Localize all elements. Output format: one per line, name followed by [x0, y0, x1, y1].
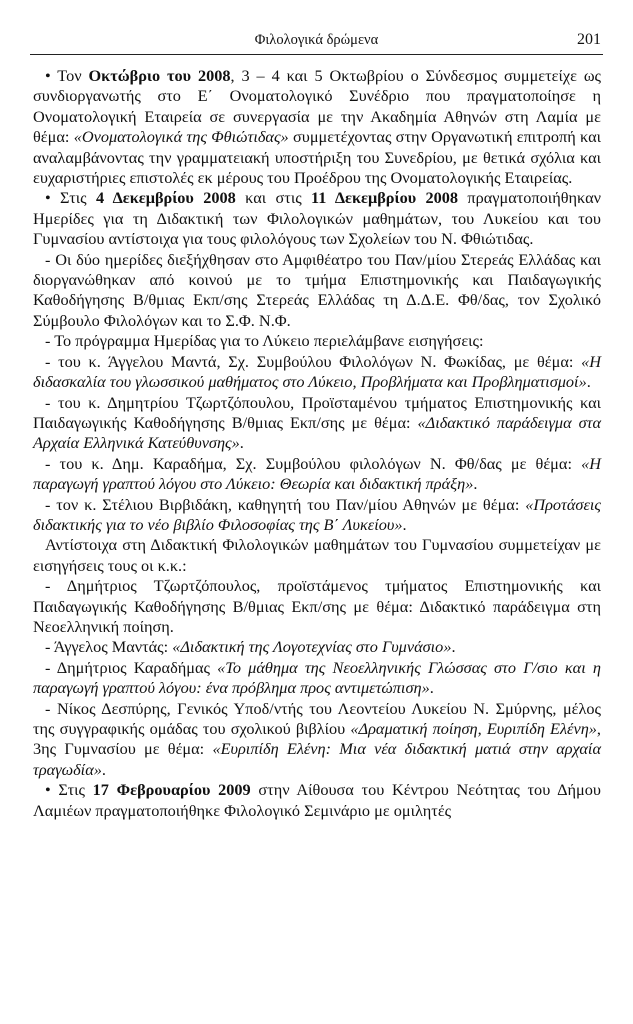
text-run: , 3ης Γυμνασίου με θέμα: — [33, 719, 601, 759]
text-run: - του κ. Άγγελου Μαντά, Σχ. Συμβούλου Φιλολόγων Ν. Φωκίδας, με θέμα: — [45, 351, 582, 371]
text-run: , 3 – 4 και 5 Οκτωβρίου ο Σύνδεσμος συμμετείχε ως συνδιοργανωτής στο Ε΄ Ονοματολογικό Συνέδριο που πραγματοποίησε η Ονοματολογική Εταιρεία σε συνεργασία με την Ακαδημία Αθηνών στη Λαμία με θέμα: — [33, 66, 602, 147]
page-number: 201 — [577, 31, 601, 48]
text-run: . — [239, 433, 244, 453]
text-run: - Άγγελος Μαντάς: — [45, 637, 173, 657]
italic-title: «Προτάσεις διδακτικής για το νέο βιβλίο Φιλοσοφίας της Β΄ Λυκείου» — [33, 494, 601, 534]
paragraph-dec-2008 — [33, 188, 601, 249]
paragraph-talk-virvidakis — [33, 495, 601, 536]
text-run: - Νίκος Δεσπύρης, Γενικός Υποδ/ντής του Λεοντείου Λυκείου Ν. Σμύρνης, μέλος της συγγραφικής ομάδας του σχολικού βιβλίου — [33, 698, 601, 738]
text-run: Αντίστοιχα στη Διδακτική Φιλολογικών μαθημάτων του Γυμνασίου συμμετείχαν με εισηγήσεις τους οι κ.κ.: — [33, 535, 601, 575]
paragraph-venue — [33, 250, 601, 332]
paragraph-gym-tzortzopoulos — [33, 576, 601, 637]
paragraph-gym-despyris — [33, 699, 601, 781]
text-run: . — [429, 678, 434, 698]
running-title: Φιλολογικά δρώμενα — [254, 32, 379, 48]
paragraph-talk-mantas — [33, 352, 601, 393]
text-run: • Τον — [45, 66, 89, 85]
text-run: . — [101, 759, 106, 779]
paragraph-lyceum-intro — [33, 331, 601, 351]
text-run: - Δημήτριος Καραδήμας — [45, 657, 218, 677]
italic-title: «Η διδασκαλία του γλωσσικού μαθήματος στο Λύκειο, Προβλήματα και Προβληματισμοί» — [33, 351, 601, 392]
italic-title: «Το μάθημα της Νεοελληνικής Γλώσσας στο Γ/σιο και η παραγωγή γραπτού λόγου: ένα πρόβλημα προς αντιμετώπιση» — [33, 657, 601, 698]
text-run: και στις — [235, 188, 311, 208]
text-run: - του κ. Δημ. Καραδήμα, Σχ. Συμβούλου φιλολόγων Ν. Φθ/δας με θέμα: — [45, 453, 582, 473]
paragraph-talk-karadimas — [33, 454, 601, 495]
italic-title: «Ευριπίδη Ελένη: Μια νέα διδακτική ματιά στην αρχαία τραγωδία» — [33, 739, 601, 779]
text-run: • Στις — [45, 188, 96, 208]
text-run: . — [473, 474, 478, 494]
text-run: • Στις — [45, 780, 93, 800]
text-run: - Το πρόγραμμα Ημερίδας για το Λύκειο περιελάμβανε εισηγήσεις: — [45, 331, 484, 351]
italic-title: «Δραματική ποίηση, Ευριπίδη Ελένη» — [350, 719, 597, 738]
text-run: πραγματοποιήθηκαν Ημερίδες για τη Διδακτική των Φιλολογικών μαθημάτων, του Λυκείου και του Γυμνασίου αντίστοιχα για τους φιλολόγους των Σχολείων του Ν. Φθιώτιδας. — [33, 188, 601, 249]
text-run: - του κ. Δημητρίου Τζωρτζόπουλου, Προϊσταμένου τμήματος Επιστημονικής και Παιδαγωγικής Καθοδήγησης Β/θμιας Εκπ/σης με θέμα: — [33, 392, 601, 432]
text-run: . — [586, 372, 591, 392]
paragraph-feb-2009 — [33, 780, 601, 821]
text-run: . — [402, 514, 407, 534]
paragraph-oct-2008 — [33, 66, 601, 188]
bold-date: 17 Φεβρουαρίου 2009 — [92, 780, 251, 800]
paragraph-gym-karadimas — [33, 658, 601, 699]
bold-date: 4 Δεκεμβρίου 2008 — [95, 188, 236, 208]
paragraph-talk-tzortzopoulos — [33, 393, 601, 454]
italic-title: «Η παραγωγή γραπτού λόγου στο Λύκειο: Θεωρία και διδακτική πράξη» — [33, 453, 601, 494]
text-run: στην Αίθουσα του Κέντρου Νεότητας του Δήμου Λαμιέων πραγματοποιήθηκε Φιλολογικό Σεμινάριο με ομιλητές — [33, 780, 601, 820]
text-run: . — [451, 637, 456, 657]
bold-date: Οκτώβριο του 2008 — [88, 66, 231, 85]
italic-title: «Διδακτική της Λογοτεχνίας στο Γυμνάσιο» — [172, 637, 452, 657]
page-header — [30, 30, 603, 55]
paragraph-gymnasium-intro — [33, 535, 601, 576]
text-run: - τον κ. Στέλιου Βιρβιδάκη, καθηγητή του Παν/μίου Αθηνών με θέμα: — [45, 494, 526, 514]
bold-date: 11 Δεκεμβρίου 2008 — [311, 188, 459, 208]
text-run: συμμετέχοντας στην Οργανωτική επιτροπή και αναλαμβάνοντας την γραμματειακή υποστήριξη του Συνεδρίου, με θετικά σχόλια και ευχαριστήριες επιστολές εκ μέρους του Προέδρου της Ονοματολογικής Εταιρείας. — [33, 127, 601, 188]
paragraph-gym-mantas — [33, 637, 601, 657]
italic-title: «Ονοματολογικά της Φθιώτιδας» — [73, 127, 289, 147]
text-run: - Οι δύο ημερίδες διεξήχθησαν στο Αμφιθέατρο του Παν/μίου Στερεάς Ελλάδας και διοργανώθηκαν από κοινού με το τμήμα Επιστημονικής και Παιδαγωγικής Καθοδήγησης Β/θμιας Εκπ/σης Στερεάς Ελλάδας τη Δ.Δ.Ε. Φθ/δας, τον Σχολικό Σύμβουλο Φιλολόγων και το Σ.Φ. Ν.Φ. — [33, 249, 601, 330]
italic-title: «Διδακτικό παράδειγμα στα Αρχαία Ελληνικά Κατεύθυνσης» — [33, 412, 602, 453]
body-text — [33, 66, 601, 821]
text-run: - Δημήτριος Τζωρτζόπουλος, προϊστάμενος τμήματος Επιστημονικής και Παιδαγωγικής Καθοδήγησης Β/θμιας Εκπ/σης με θέμα: Διδακτικό παράδειγμα στη Νεοελληνική ποίηση. — [33, 576, 601, 636]
